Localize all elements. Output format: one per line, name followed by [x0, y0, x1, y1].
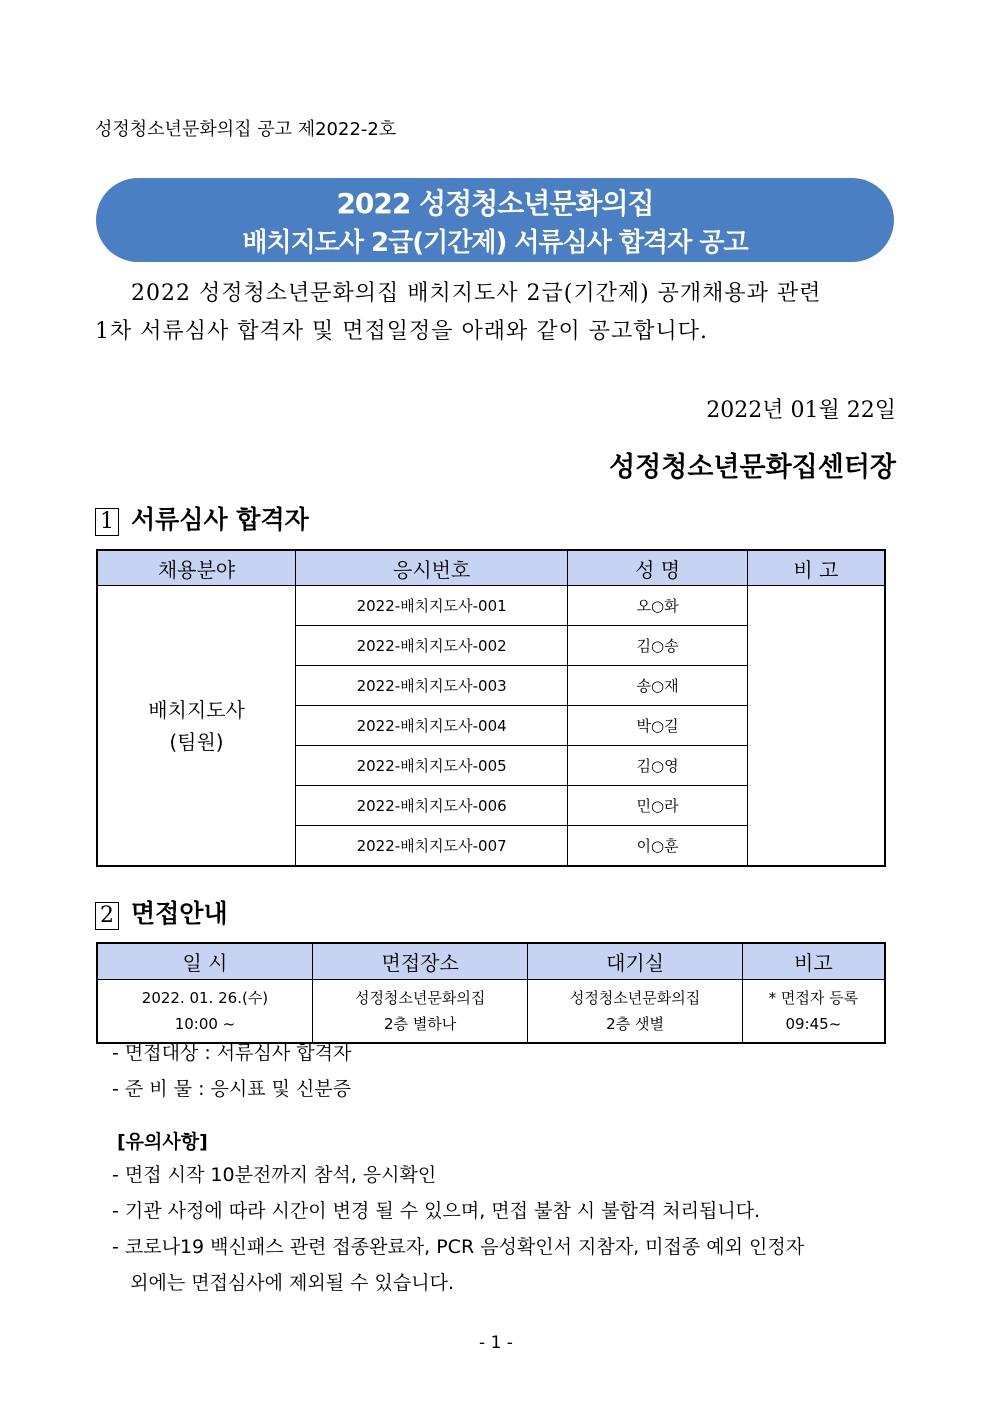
datetime-cell: [97, 980, 312, 1044]
exam-number-cell: 2022-배치지도사-002: [295, 626, 567, 666]
document-pass-table: [96, 549, 886, 867]
section2-title: 면접안내: [131, 899, 228, 928]
exam-number-cell: 2022-배치지도사-006: [295, 786, 567, 826]
list-item: - 준 비 물 : 응시표 및 신분증: [112, 1078, 352, 1100]
list-item: - 면접 시작 10분전까지 참석, 응시확인: [112, 1164, 437, 1186]
list-item: 외에는 면접심사에 제외될 수 있습니다.: [112, 1272, 454, 1294]
place-line1: 성정청소년문화의집: [354, 989, 486, 1007]
caution-title: [유의사항]: [117, 1131, 208, 1153]
waiting-line1: 성정청소년문화의집: [569, 989, 701, 1007]
header-waiting-room: 대기실: [528, 943, 742, 980]
exam-number-cell: 2022-배치지도사-007: [295, 826, 567, 867]
note-cell: [747, 586, 885, 867]
signer: 성정청소년문화집센터장: [609, 452, 896, 483]
notice-date: 2022년 01월 22일: [706, 398, 896, 423]
section2-heading: [95, 894, 228, 930]
page-number: - 1 -: [479, 1333, 513, 1353]
section1-heading: [95, 500, 309, 536]
name-cell: 김○송: [568, 626, 748, 666]
interview-bullets: [112, 1035, 351, 1107]
exam-number-cell: 2022-배치지도사-003: [295, 666, 567, 706]
waiting-line2: 2층 샛별: [606, 1015, 664, 1033]
header-name: 성 명: [568, 550, 748, 586]
name-cell: 김○영: [568, 746, 748, 786]
intro-line2: 1차 서류심사 합격자 및 면접일정을 아래와 같이 공고합니다.: [95, 319, 708, 344]
notice-number: 성정청소년문화의집 공고 제2022-2호: [95, 119, 397, 140]
intro-line1: 2022 성정청소년문화의집 배치지도사 2급(기간제) 공개채용과 관련: [131, 281, 822, 306]
title-banner: [96, 178, 894, 262]
intro-paragraph: [95, 275, 900, 351]
place-line2: 2층 별하나: [384, 1015, 457, 1033]
exam-number-cell: 2022-배치지도사-001: [295, 586, 567, 626]
field-line2: (팀원): [169, 729, 224, 754]
datetime-line2: 10:00 ~: [174, 1015, 236, 1033]
name-cell: 박○길: [568, 706, 748, 746]
datetime-line1: 2022. 01. 26.(수): [141, 989, 269, 1007]
exam-number-cell: 2022-배치지도사-004: [295, 706, 567, 746]
header-field: 채용분야: [97, 550, 295, 586]
header-note: 비고: [742, 943, 885, 980]
header-place: 면접장소: [312, 943, 527, 980]
section1-title: 서류심사 합격자: [131, 505, 309, 534]
list-item: - 면접대상 : 서류심사 합격자: [112, 1042, 352, 1064]
header-exam-number: 응시번호: [295, 550, 567, 586]
header-datetime: 일 시: [97, 943, 312, 980]
exam-number-cell: 2022-배치지도사-005: [295, 746, 567, 786]
banner-title-line2: 배치지도사 2급(기간제) 서류심사 합격자 공고: [242, 228, 748, 258]
name-cell: 이○훈: [568, 826, 748, 867]
name-cell: 오○화: [568, 586, 748, 626]
note-cell: [742, 980, 885, 1044]
section1-number: 1: [95, 508, 119, 536]
list-item: - 코로나19 백신패스 관련 접종완료자, PCR 음성확인서 지참자, 미접종 예외 인정자: [112, 1236, 805, 1258]
note-line1: * 면접자 등록: [768, 989, 859, 1007]
table-header-row: [97, 550, 885, 586]
banner-title-line1: 2022 성정청소년문화의집: [336, 187, 654, 220]
name-cell: 송○재: [568, 666, 748, 706]
table-header-row: [97, 943, 885, 980]
field-line1: 배치지도사: [148, 697, 245, 722]
header-note: 비 고: [747, 550, 885, 586]
waiting-room-cell: [528, 980, 742, 1044]
interview-table: [96, 942, 886, 1044]
table-row: [97, 586, 885, 626]
note-line2: 09:45~: [785, 1015, 842, 1033]
caution-list: [112, 1157, 804, 1301]
list-item: - 기관 사정에 따라 시간이 변경 될 수 있으며, 면접 불참 시 불합격 처리됩니다.: [112, 1200, 761, 1222]
name-cell: 민○라: [568, 786, 748, 826]
field-cell: [97, 586, 295, 867]
section2-number: 2: [95, 902, 119, 930]
table-row: [97, 980, 885, 1044]
place-cell: [312, 980, 527, 1044]
